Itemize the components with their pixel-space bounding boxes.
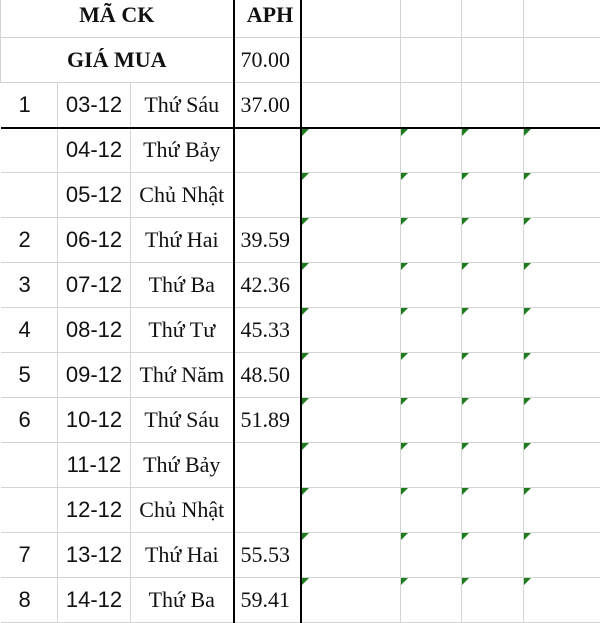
empty-cell[interactable] bbox=[524, 443, 600, 488]
table-row bbox=[1, 308, 600, 353]
empty-cell[interactable] bbox=[524, 173, 600, 218]
price-cell[interactable]: 51.89 bbox=[234, 398, 301, 443]
empty-cell[interactable] bbox=[462, 38, 524, 83]
error-indicator-icon bbox=[401, 533, 408, 540]
error-indicator-icon bbox=[401, 218, 408, 225]
empty-cell[interactable] bbox=[401, 218, 462, 263]
code-label-cell[interactable]: MÃ CK bbox=[1, 0, 234, 38]
date-cell[interactable]: 04-12 bbox=[58, 128, 131, 173]
table-row bbox=[1, 533, 600, 578]
error-indicator-icon bbox=[524, 353, 531, 360]
empty-cell[interactable] bbox=[524, 533, 600, 578]
error-indicator-icon bbox=[462, 173, 469, 180]
error-indicator-icon bbox=[401, 173, 408, 180]
error-indicator-icon bbox=[302, 533, 309, 540]
empty-cell[interactable] bbox=[301, 578, 401, 623]
empty-cell[interactable] bbox=[524, 488, 600, 533]
error-indicator-icon bbox=[302, 443, 309, 450]
error-indicator-icon bbox=[462, 353, 469, 360]
error-indicator-icon bbox=[401, 263, 408, 270]
index-cell[interactable]: 8 bbox=[1, 578, 58, 623]
weekday-cell[interactable]: Thứ Bảy bbox=[131, 128, 234, 173]
empty-cell[interactable] bbox=[462, 308, 524, 353]
error-indicator-icon bbox=[462, 308, 469, 315]
date-cell[interactable]: 09-12 bbox=[58, 353, 131, 398]
error-indicator-icon bbox=[462, 129, 469, 136]
empty-cell[interactable] bbox=[401, 83, 462, 128]
weekday-cell[interactable]: Thứ Tư bbox=[131, 308, 234, 353]
buy-price-row bbox=[1, 38, 600, 83]
empty-cell[interactable] bbox=[301, 218, 401, 263]
weekday-cell[interactable]: Thứ Hai bbox=[131, 533, 234, 578]
index-cell[interactable]: 7 bbox=[1, 533, 58, 578]
table-row bbox=[1, 173, 600, 218]
error-indicator-icon bbox=[524, 578, 531, 585]
date-cell[interactable]: 10-12 bbox=[58, 398, 131, 443]
table-row bbox=[1, 83, 600, 128]
error-indicator-icon bbox=[524, 533, 531, 540]
table-row bbox=[1, 578, 600, 623]
index-cell[interactable]: 5 bbox=[1, 353, 58, 398]
error-indicator-icon bbox=[401, 443, 408, 450]
price-cell[interactable]: 48.50 bbox=[234, 353, 301, 398]
date-cell[interactable]: 07-12 bbox=[58, 263, 131, 308]
table-row bbox=[1, 218, 600, 263]
date-cell[interactable]: 05-12 bbox=[58, 173, 131, 218]
error-indicator-icon bbox=[462, 578, 469, 585]
empty-cell[interactable] bbox=[401, 128, 462, 173]
empty-cell[interactable] bbox=[524, 398, 600, 443]
date-cell[interactable]: 14-12 bbox=[58, 578, 131, 623]
table-row bbox=[1, 128, 600, 173]
date-cell[interactable]: 12-12 bbox=[58, 488, 131, 533]
error-indicator-icon bbox=[462, 488, 469, 495]
price-cell[interactable]: 39.59 bbox=[234, 218, 301, 263]
empty-cell[interactable] bbox=[301, 128, 401, 173]
index-cell[interactable] bbox=[1, 128, 58, 173]
error-indicator-icon bbox=[302, 578, 309, 585]
empty-cell[interactable] bbox=[301, 488, 401, 533]
empty-cell[interactable] bbox=[401, 443, 462, 488]
error-indicator-icon bbox=[401, 578, 408, 585]
error-indicator-icon bbox=[401, 353, 408, 360]
error-indicator-icon bbox=[462, 443, 469, 450]
empty-cell[interactable] bbox=[301, 83, 401, 128]
error-indicator-icon bbox=[462, 218, 469, 225]
buy-label-cell[interactable]: GIÁ MUA bbox=[1, 38, 234, 83]
empty-cell[interactable] bbox=[462, 263, 524, 308]
empty-cell[interactable] bbox=[301, 443, 401, 488]
error-indicator-icon bbox=[401, 488, 408, 495]
empty-cell[interactable] bbox=[401, 173, 462, 218]
price-cell[interactable]: 45.33 bbox=[234, 308, 301, 353]
empty-cell[interactable] bbox=[462, 353, 524, 398]
error-indicator-icon bbox=[524, 129, 531, 136]
empty-cell[interactable] bbox=[524, 308, 600, 353]
date-cell[interactable]: 06-12 bbox=[58, 218, 131, 263]
price-cell[interactable]: 55.53 bbox=[234, 533, 301, 578]
price-cell[interactable] bbox=[234, 173, 301, 218]
table-row bbox=[1, 398, 600, 443]
error-indicator-icon bbox=[302, 263, 309, 270]
table-row bbox=[1, 263, 600, 308]
error-indicator-icon bbox=[462, 533, 469, 540]
weekday-cell[interactable]: Thứ Ba bbox=[131, 263, 234, 308]
buy-price-cell[interactable]: 70.00 bbox=[234, 38, 301, 83]
empty-cell[interactable] bbox=[301, 263, 401, 308]
empty-cell[interactable] bbox=[462, 0, 524, 38]
empty-cell[interactable] bbox=[462, 173, 524, 218]
empty-cell[interactable] bbox=[301, 38, 401, 83]
empty-cell[interactable] bbox=[401, 308, 462, 353]
weekday-cell[interactable]: Thứ Bảy bbox=[131, 443, 234, 488]
weekday-cell[interactable]: Thứ Sáu bbox=[131, 398, 234, 443]
price-cell[interactable] bbox=[234, 128, 301, 173]
weekday-cell[interactable]: Thứ Sáu bbox=[131, 83, 234, 128]
empty-cell[interactable] bbox=[401, 263, 462, 308]
empty-cell[interactable] bbox=[462, 83, 524, 128]
empty-cell[interactable] bbox=[301, 173, 401, 218]
index-cell[interactable]: 4 bbox=[1, 308, 58, 353]
empty-cell[interactable] bbox=[524, 128, 600, 173]
index-cell[interactable] bbox=[1, 173, 58, 218]
empty-cell[interactable] bbox=[524, 263, 600, 308]
error-indicator-icon bbox=[524, 443, 531, 450]
weekday-cell[interactable]: Thứ Năm bbox=[131, 353, 234, 398]
error-indicator-icon bbox=[302, 173, 309, 180]
price-cell[interactable]: 59.41 bbox=[234, 578, 301, 623]
error-indicator-icon bbox=[401, 308, 408, 315]
error-indicator-icon bbox=[524, 263, 531, 270]
empty-cell[interactable] bbox=[401, 533, 462, 578]
empty-cell[interactable] bbox=[401, 578, 462, 623]
price-cell[interactable]: 42.36 bbox=[234, 263, 301, 308]
error-indicator-icon bbox=[401, 129, 408, 136]
error-indicator-icon bbox=[524, 173, 531, 180]
error-indicator-icon bbox=[302, 218, 309, 225]
empty-cell[interactable] bbox=[462, 218, 524, 263]
date-cell[interactable]: 03-12 bbox=[58, 83, 131, 128]
empty-cell[interactable] bbox=[401, 488, 462, 533]
error-indicator-icon bbox=[401, 398, 408, 405]
date-cell[interactable]: 11-12 bbox=[58, 443, 131, 488]
index-cell[interactable]: 6 bbox=[1, 398, 58, 443]
weekday-cell[interactable]: Chủ Nhật bbox=[131, 173, 234, 218]
empty-cell[interactable] bbox=[462, 398, 524, 443]
empty-cell[interactable] bbox=[462, 443, 524, 488]
error-indicator-icon bbox=[462, 263, 469, 270]
table-row bbox=[1, 353, 600, 398]
header-row bbox=[1, 0, 600, 38]
empty-cell[interactable] bbox=[301, 0, 401, 38]
empty-cell[interactable] bbox=[462, 533, 524, 578]
index-cell[interactable]: 3 bbox=[1, 263, 58, 308]
index-cell[interactable]: 1 bbox=[1, 83, 58, 128]
empty-cell[interactable] bbox=[301, 308, 401, 353]
empty-cell[interactable] bbox=[524, 38, 600, 83]
empty-cell[interactable] bbox=[524, 218, 600, 263]
date-cell[interactable]: 13-12 bbox=[58, 533, 131, 578]
index-cell[interactable] bbox=[1, 443, 58, 488]
empty-cell[interactable] bbox=[401, 38, 462, 83]
empty-cell[interactable] bbox=[524, 578, 600, 623]
price-cell[interactable] bbox=[234, 488, 301, 533]
empty-cell[interactable] bbox=[524, 0, 600, 38]
table-row bbox=[1, 443, 600, 488]
error-indicator-icon bbox=[524, 308, 531, 315]
error-indicator-icon bbox=[462, 398, 469, 405]
weekday-cell[interactable]: Thứ Hai bbox=[131, 218, 234, 263]
empty-cell[interactable] bbox=[301, 533, 401, 578]
empty-cell[interactable] bbox=[524, 353, 600, 398]
error-indicator-icon bbox=[302, 308, 309, 315]
date-cell[interactable]: 08-12 bbox=[58, 308, 131, 353]
price-cell[interactable] bbox=[234, 443, 301, 488]
price-cell[interactable]: 37.00 bbox=[234, 83, 301, 128]
error-indicator-icon bbox=[524, 218, 531, 225]
empty-cell[interactable] bbox=[462, 488, 524, 533]
empty-cell[interactable] bbox=[462, 578, 524, 623]
weekday-cell[interactable]: Thứ Ba bbox=[131, 578, 234, 623]
error-indicator-icon bbox=[524, 488, 531, 495]
error-indicator-icon bbox=[302, 129, 309, 136]
table-row bbox=[1, 488, 600, 533]
empty-cell[interactable] bbox=[524, 83, 600, 128]
weekday-cell[interactable]: Chủ Nhật bbox=[131, 488, 234, 533]
empty-cell[interactable] bbox=[301, 398, 401, 443]
index-cell[interactable] bbox=[1, 488, 58, 533]
empty-cell[interactable] bbox=[301, 353, 401, 398]
empty-cell[interactable] bbox=[401, 0, 462, 38]
ticker-cell[interactable]: APH bbox=[234, 0, 301, 38]
error-indicator-icon bbox=[302, 488, 309, 495]
error-indicator-icon bbox=[524, 398, 531, 405]
empty-cell[interactable] bbox=[462, 128, 524, 173]
error-indicator-icon bbox=[302, 398, 309, 405]
index-cell[interactable]: 2 bbox=[1, 218, 58, 263]
empty-cell[interactable] bbox=[401, 398, 462, 443]
empty-cell[interactable] bbox=[401, 353, 462, 398]
error-indicator-icon bbox=[302, 353, 309, 360]
